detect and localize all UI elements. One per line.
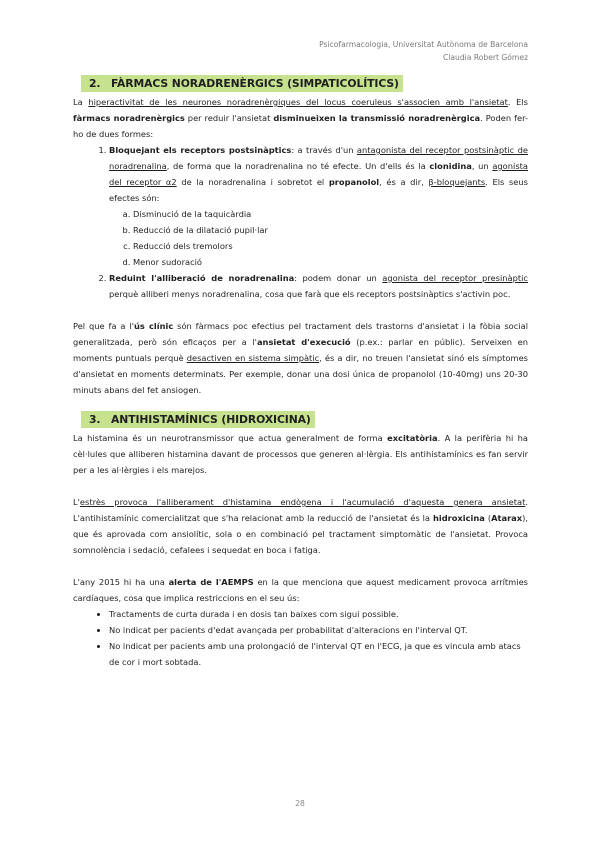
histamine-paragraph: La histamina és un neurotransmissor que actua generalment de forma excitatòria. A la perifèria hi ha cèl·lules que alliberen histamina davant de processos que generen al·lèrgia. Els antihistamínics es fan servir per a les al·lèrgies i els marejos.: [73, 433, 528, 475]
list-item: 2. Reduint l'alliberació de noradrenalina: podem donar un agonista del receptor presinàptic perquè alliberi menys noradrenalina, cosa que farà que els receptors postsinàptics s'activin poc.: [109, 270, 528, 302]
effect-item: d. Menor sudoració: [133, 254, 528, 270]
section-3-heading: [81, 411, 315, 428]
section-2-heading: [81, 75, 403, 92]
effects-list: [109, 206, 528, 270]
restriction-item: • No indicat per pacients amb una prolongació de l'interval QT en l'ECG, ja que es vincula amb atacs de cor i mort sobtada.: [109, 638, 528, 670]
section-2-intro: La hiperactivitat de les neurones noradrenèrgiques del locus coeruleus s'associen amb l'ansietat. Els fàrmacs noradrenèrgics per reduir l'ansietat disminueixen la transmissió noradrenèrgica. Poden fer-ho de dues formes:: [73, 97, 528, 139]
header-author: Claudia Robert Gómez: [442, 53, 528, 62]
restriction-item: • No indicat per pacients d'edat avançada per probabilitat d'alteracions en l'interval QT.: [109, 622, 528, 638]
effect-item: b. Reducció de la dilatació pupil·lar: [133, 222, 528, 238]
list-item: 1. Bloquejant els receptors postsinàptics: a través d'un antagonista del receptor postsinàptic de noradrenalina, de forma que la noradrenalina no té efecte. Un d'ells és la clonidina, un agonista del receptor α2 de la noradrenalina i sobretot el propanolol, és a dir, β-bloquejants. Els seus efectes són: a. Disminució de la taquicàrdia b. Reducció de la dilatació pupil·lar c. Reducció dels tremolors d. Menor sudoració: [109, 142, 528, 270]
effect-item: c. Reducció dels tremolors: [133, 238, 528, 254]
page-content: [73, 70, 528, 670]
page-number: 28: [295, 799, 305, 808]
noradrenergic-methods-list: [73, 142, 528, 302]
restrictions-list: [73, 606, 528, 670]
header-institution: Psicofarmacologia, Universitat Autònoma de Barcelona: [319, 40, 528, 49]
section-3-title: ANTIHISTAMÍNICS (HIDROXICINA): [111, 413, 311, 426]
hydroxyzine-paragraph: L'estrès provoca l'alliberament d'histamina endògena i l'acumulació d'aquesta genera ansietat. L'antihistamínic comercialitzat que s'ha relacionat amb la reducció de l'ansietat és la hidroxicina (Atarax), que és aprovada com ansiolític, sola o en combinació pel tractament simptomàtic de l'ansietat. Provoca somnolència i sedació, cefalees i sequedat en boca i fatiga.: [73, 497, 528, 555]
page-header: [319, 38, 528, 64]
restriction-item: • Tractaments de curta durada i en dosis tan baixes com sigui possible.: [109, 606, 528, 622]
section-3-number: 3.: [89, 413, 101, 426]
section-2-number: 2.: [89, 77, 101, 90]
aemps-alert-paragraph: L'any 2015 hi ha una alerta de l'AEMPS en la que menciona que aquest medicament provoca arrítmies cardíaques, cosa que implica restriccions en el seu ús:: [73, 577, 528, 603]
clinical-use-paragraph: Pel que fa a l'ús clínic són fàrmacs poc efectius pel tractament dels trastorns d'ansietat i la fòbia social generalitzada, però són eficaços per a l'ansietat d'execució (p.ex.: parlar en públic). Serveixen en moments puntuals perquè desactiven en sistema simpàtic, és a dir, no treuen l'ansietat sinó els símptomes d'ansietat en moments determinats. Per exemple, donar una dosi única de propanolol (10-40mg) uns 20-30 minuts abans del fet ansiogen.: [73, 321, 529, 395]
effect-item: a. Disminució de la taquicàrdia: [133, 206, 528, 222]
section-2-title: FÀRMACS NORADRENÈRGICS (SIMPATICOLÍTICS): [111, 77, 399, 90]
